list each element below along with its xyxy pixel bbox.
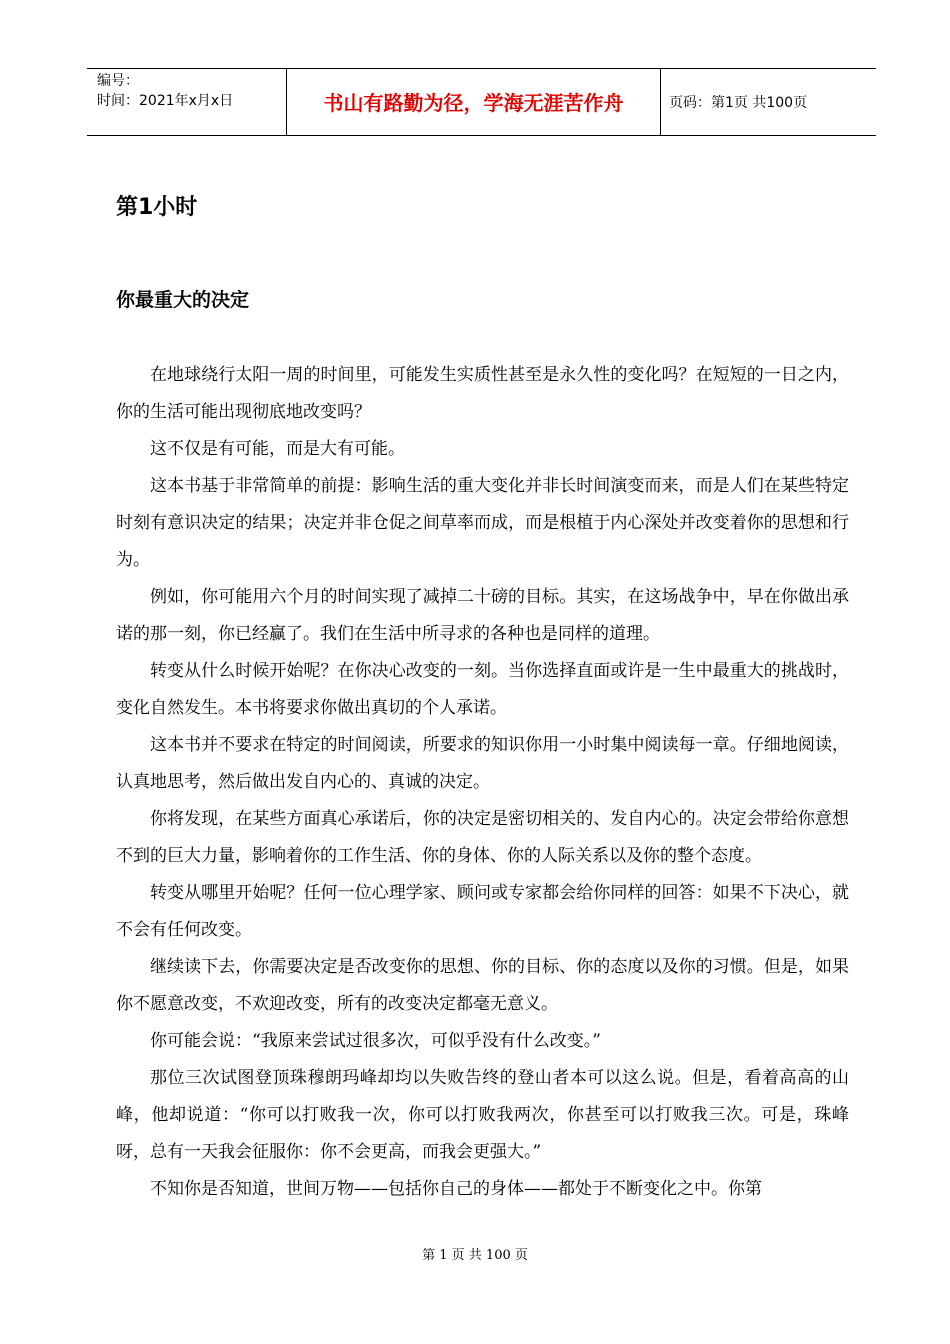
page-footer: 第 1 页 共 100 页 xyxy=(422,1248,528,1263)
chapter-title: 第1小时 xyxy=(116,195,198,220)
paragraph: 这不仅是有可能，而是大有可能。 xyxy=(150,439,405,459)
paragraph: 在地球绕行太阳一周的时间里，可能发生实质性甚至是永久性的变化吗？在短短的一日之内，你的生活可能出现彻底地改变吗？ xyxy=(116,365,849,422)
paragraph: 例如，你可能用六个月的时间实现了减掉二十磅的目标。其实，在这场战争中，早在你做出承诺的那一刻，你已经赢了。我们在生活中所寻求的各种也是同样的道理。 xyxy=(116,587,849,644)
doc-number-label: 编号： xyxy=(97,73,139,89)
header-meta-cell xyxy=(87,69,287,135)
paragraph: 继续读下去，你需要决定是否改变你的思想、你的目标、你的态度以及你的习惯。但是，如果你不愿意改变，不欢迎改变，所有的改变决定都毫无意义。 xyxy=(116,957,849,1014)
paragraph: 那位三次试图登顶珠穆朗玛峰却均以失败告终的登山者本可以这么说。但是，看着高高的山峰，他却说道：“你可以打败我一次，你可以打败我两次，你甚至可以打败我三次。可是，珠峰呀，总有一天我会征服你：你不会更高，而我会更强大。” xyxy=(116,1068,849,1162)
header-motto-cell xyxy=(287,69,661,135)
section-title: 你最重大的决定 xyxy=(116,289,250,311)
paragraph: 转变从什么时候开始呢？在你决心改变的一刻。当你选择直面或许是一生中最重大的挑战时，变化自然发生。本书将要求你做出真切的个人承诺。 xyxy=(116,661,849,718)
body-text xyxy=(116,357,849,1208)
paragraph: 转变从哪里开始呢？任何一位心理学家、顾问或专家都会给你同样的回答：如果不下决心，就不会有任何改变。 xyxy=(116,883,849,940)
paragraph: 你可能会说：“我原来尝试过很多次，可似乎没有什么改变。” xyxy=(150,1031,601,1051)
paragraph: 这本书并不要求在特定的时间阅读，所要求的知识你用一小时集中阅读每一章。仔细地阅读，认真地思考，然后做出发自内心的、真诚的决定。 xyxy=(116,735,849,792)
page-info: 页码：第1页 共100页 xyxy=(669,95,808,111)
header-page-cell xyxy=(661,69,876,135)
time-label: 时间：2021年x月x日 xyxy=(97,93,234,109)
paragraph: 这本书基于非常简单的前提：影响生活的重大变化并非长时间演变而来，而是人们在某些特定时刻有意识决定的结果；决定并非仓促之间草率而成，而是根植于内心深处并改变着你的思想和行为。 xyxy=(116,476,849,570)
header-motto: 书山有路勤为径，学海无涯苦作舟 xyxy=(323,91,624,115)
paragraph: 不知你是否知道，世间万物——包括你自己的身体——都处于不断变化之中。你第 xyxy=(150,1179,762,1199)
page-header xyxy=(87,68,876,136)
paragraph: 你将发现，在某些方面真心承诺后，你的决定是密切相关的、发自内心的。决定会带给你意想不到的巨大力量，影响着你的工作生活、你的身体、你的人际关系以及你的整个态度。 xyxy=(116,809,849,866)
